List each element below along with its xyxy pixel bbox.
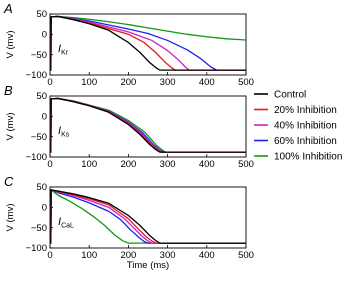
legend-item (254, 90, 306, 101)
series-line-20pct-inhibition (50, 16, 246, 70)
legend-label: 40% Inhibition (274, 120, 337, 132)
channel-label (58, 125, 70, 139)
legend-label: 60% Inhibition (274, 136, 337, 147)
y-axis-title: V (mv) (5, 203, 16, 232)
y-tick-label: −50 (30, 49, 47, 61)
x-tick-label: 0 (47, 77, 53, 88)
y-tick-label: 0 (41, 202, 47, 214)
channel-label (58, 216, 74, 230)
channel-label (58, 43, 69, 57)
channel-label-sub: Ks (61, 131, 70, 139)
panel-a (3, 1, 254, 88)
x-tick-label: 200 (120, 250, 137, 261)
series-line-20pct-inhibition (50, 98, 246, 152)
x-tick-label: 200 (120, 77, 137, 88)
channel-label-sub: CaL (61, 222, 74, 230)
series-line-40pct-inhibition (50, 190, 246, 243)
x-tick-label: 100 (81, 250, 98, 261)
plot-frame (50, 14, 246, 75)
legend (254, 90, 342, 163)
x-tick-label: 300 (159, 250, 176, 261)
y-axis-title: V (mv) (5, 112, 16, 141)
panel-c (4, 174, 254, 271)
y-tick-label: 50 (36, 91, 47, 103)
series-line-control (50, 98, 246, 152)
y-tick-label: 50 (36, 9, 47, 21)
plot-frame (50, 96, 246, 157)
x-tick-label: 0 (47, 250, 53, 261)
x-tick-label: 400 (198, 77, 215, 88)
series-line-100pct-inhibition (50, 16, 246, 70)
y-tick-label: −50 (30, 131, 47, 143)
legend-label: Control (274, 89, 307, 101)
x-tick-label: 100 (81, 77, 98, 88)
x-tick-label: 400 (198, 250, 215, 261)
x-tick-label: 300 (159, 77, 176, 88)
series-line-control (50, 16, 246, 70)
legend-item (254, 105, 337, 116)
panel-letter: A (4, 1, 13, 16)
panel-letter: B (4, 83, 13, 98)
y-tick-label: −100 (25, 243, 47, 255)
channel-label-sub: Kr (61, 49, 69, 57)
y-tick-label: 0 (41, 29, 47, 41)
y-tick-label: −100 (25, 70, 47, 82)
x-axis-title: Time (ms) (126, 260, 170, 271)
x-tick-label: 400 (198, 159, 215, 170)
channel-label-main: I (58, 124, 62, 137)
x-tick-label: 200 (120, 159, 137, 170)
series-line-40pct-inhibition (50, 98, 246, 152)
y-tick-label: −50 (30, 222, 47, 234)
series-line-60pct-inhibition (50, 98, 246, 152)
panel-b (4, 83, 254, 170)
legend-label: 20% Inhibition (274, 105, 337, 116)
series-line-60pct-inhibition (50, 16, 246, 70)
x-tick-label: 500 (238, 250, 254, 261)
legend-label: 100% Inhibition (274, 151, 343, 163)
x-tick-label: 500 (238, 77, 254, 88)
x-tick-label: 500 (238, 159, 254, 170)
channel-label-main: I (58, 42, 62, 55)
legend-item (254, 136, 337, 147)
panel-letter: C (4, 174, 14, 189)
series-line-40pct-inhibition (50, 16, 246, 70)
series-line-100pct-inhibition (50, 98, 246, 152)
x-tick-label: 100 (81, 159, 98, 170)
x-tick-label: 0 (47, 159, 53, 170)
y-tick-label: 0 (41, 111, 47, 123)
x-tick-label: 300 (159, 159, 176, 170)
y-tick-label: 50 (36, 182, 47, 194)
legend-item (254, 121, 337, 132)
y-tick-label: −100 (25, 152, 47, 164)
y-axis-title: V (mv) (5, 30, 16, 59)
channel-label-main: I (58, 215, 62, 228)
legend-item (254, 152, 342, 163)
